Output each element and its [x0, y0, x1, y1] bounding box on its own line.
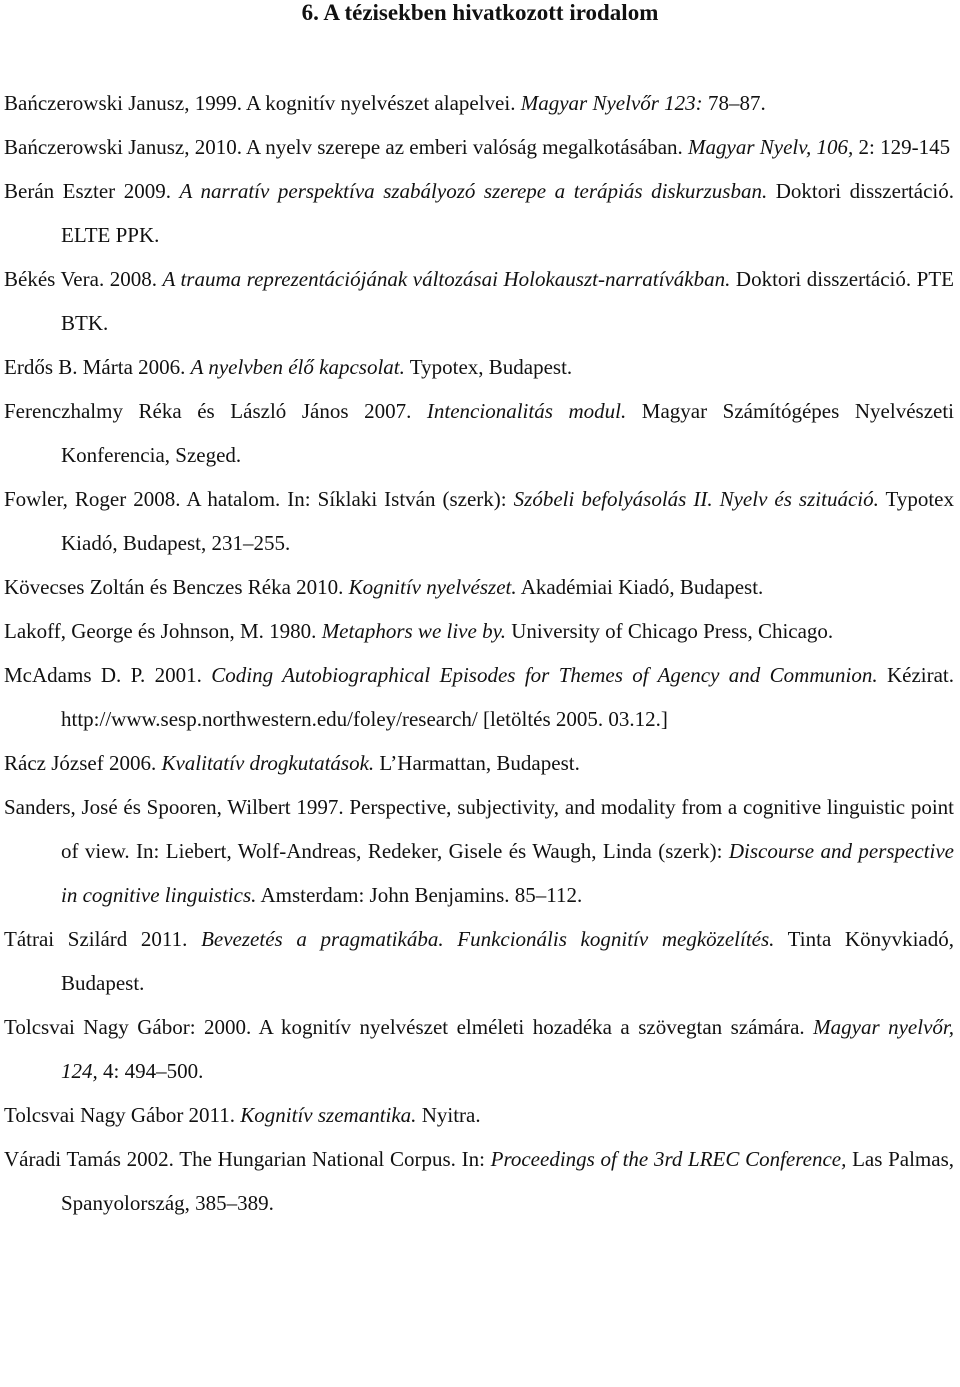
section-heading: 6. A tézisekben hivatkozott irodalom: [301, 0, 659, 25]
reference-list: [4, 81, 954, 1225]
reference-text: 2: 129-145: [853, 135, 951, 159]
reference-text: Magyar Számítógépes Nyelvészeti Konferencia, Szeged.: [61, 399, 954, 467]
reference-title: Bevezetés a pragmatikába. Funkcionális kognitív megközelítés.: [201, 927, 775, 951]
reference-text: University of Chicago Press, Chicago.: [505, 619, 834, 643]
reference-text: Doktori disszertáció. PTE BTK.: [61, 267, 954, 335]
reference-text: Tolcsvai Nagy Gábor 2011.: [4, 1103, 241, 1127]
reference-title: Intencionalitás modul.: [426, 399, 627, 423]
reference-entry: [4, 81, 954, 125]
reference-title: Metaphors we live by.: [321, 619, 506, 643]
reference-text: Kézirat. http://www.sesp.northwestern.edu/foley/research/ [letöltés 2005. 03.12.]: [61, 663, 954, 731]
reference-title: Discourse and perspective in cognitive linguistics.: [61, 839, 955, 907]
reference-text: Amsterdam: John Benjamins. 85–112.: [256, 883, 583, 907]
reference-text: Sanders, José és Spooren, Wilbert 1997. Perspective, subjectivity, and modality from a cognitive linguistic point of view. In: Liebert, Wolf-Andreas, Redeker, Gisele és Waugh, Linda (szerk):: [4, 795, 954, 863]
reference-title: Kognitív szemantika.: [240, 1103, 417, 1127]
reference-text: Typotex Kiadó, Budapest, 231–255.: [61, 487, 954, 555]
reference-title: Kognitív nyelvészet.: [348, 575, 517, 599]
reference-text: Akadémiai Kiadó, Budapest.: [516, 575, 764, 599]
reference-entry: [4, 609, 954, 653]
reference-text: McAdams D. P. 2001.: [4, 663, 212, 687]
reference-text: Tátrai Szilárd 2011.: [4, 927, 202, 951]
reference-title: Szóbeli befolyásolás II. Nyelv és szituáció.: [513, 487, 879, 511]
reference-text: Doktori disszertáció. ELTE PPK.: [61, 179, 954, 247]
reference-entry: [4, 741, 954, 785]
reference-text: Ferenczhalmy Réka és László János 2007.: [4, 399, 427, 423]
reference-entry: [4, 477, 954, 565]
reference-entry: [4, 257, 954, 345]
reference-entry: [4, 169, 954, 257]
reference-text: Tinta Könyvkiadó, Budapest.: [61, 927, 954, 995]
reference-entry: [4, 345, 954, 389]
reference-text: Rácz József 2006.: [4, 751, 162, 775]
reference-text: Békés Vera. 2008.: [4, 267, 163, 291]
reference-entry: [4, 653, 954, 741]
reference-title: Proceedings of the 3rd LREC Conference,: [490, 1147, 847, 1171]
reference-text: Las Palmas, Spanyolország, 385–389.: [61, 1147, 955, 1215]
reference-text: Bańczerowski Janusz, 2010. A nyelv szerepe az emberi valóság megalkotásában.: [4, 135, 689, 159]
reference-title: Kvalitatív drogkutatások.: [161, 751, 375, 775]
reference-text: Berán Eszter 2009.: [4, 179, 180, 203]
reference-text: Erdős B. Márta 2006.: [4, 355, 191, 379]
reference-title: Coding Autobiographical Episodes for Themes of Agency and Communion.: [211, 663, 878, 687]
reference-title: Magyar nyelvőr, 124,: [61, 1015, 954, 1083]
reference-title: A narratív perspektíva szabályozó szerepe a terápiás diskurzusban.: [179, 179, 768, 203]
reference-entry: [4, 389, 954, 477]
reference-text: Bańczerowski Janusz, 1999. A kognitív nyelvészet alapelvei.: [4, 91, 521, 115]
reference-text: Nyitra.: [416, 1103, 481, 1127]
reference-entry: [4, 917, 954, 1005]
reference-entry: [4, 1005, 954, 1093]
reference-text: 4: 494–500.: [97, 1059, 204, 1083]
reference-text: 78–87.: [702, 91, 766, 115]
reference-text: Typotex, Budapest.: [404, 355, 573, 379]
reference-entry: [4, 1093, 954, 1137]
reference-entry: [4, 565, 954, 609]
reference-title: Magyar Nyelvőr 123:: [520, 91, 703, 115]
reference-entry: [4, 785, 954, 917]
reference-entry: [4, 1137, 954, 1225]
reference-text: Tolcsvai Nagy Gábor: 2000. A kognitív nyelvészet elméleti hozadéka a szövegtan számára.: [4, 1015, 814, 1039]
reference-entry: [4, 125, 954, 169]
reference-text: Kövecses Zoltán és Benczes Réka 2010.: [4, 575, 349, 599]
reference-text: Váradi Tamás 2002. The Hungarian National Corpus. In:: [4, 1147, 491, 1171]
reference-title: A trauma reprezentációjának változásai Holokauszt-narratívákban.: [162, 267, 731, 291]
reference-title: A nyelvben élő kapcsolat.: [190, 355, 405, 379]
reference-title: Magyar Nyelv, 106,: [688, 135, 854, 159]
reference-text: L’Harmattan, Budapest.: [374, 751, 580, 775]
reference-text: Lakoff, George és Johnson, M. 1980.: [4, 619, 322, 643]
reference-text: Fowler, Roger 2008. A hatalom. In: Síklaki István (szerk):: [4, 487, 514, 511]
